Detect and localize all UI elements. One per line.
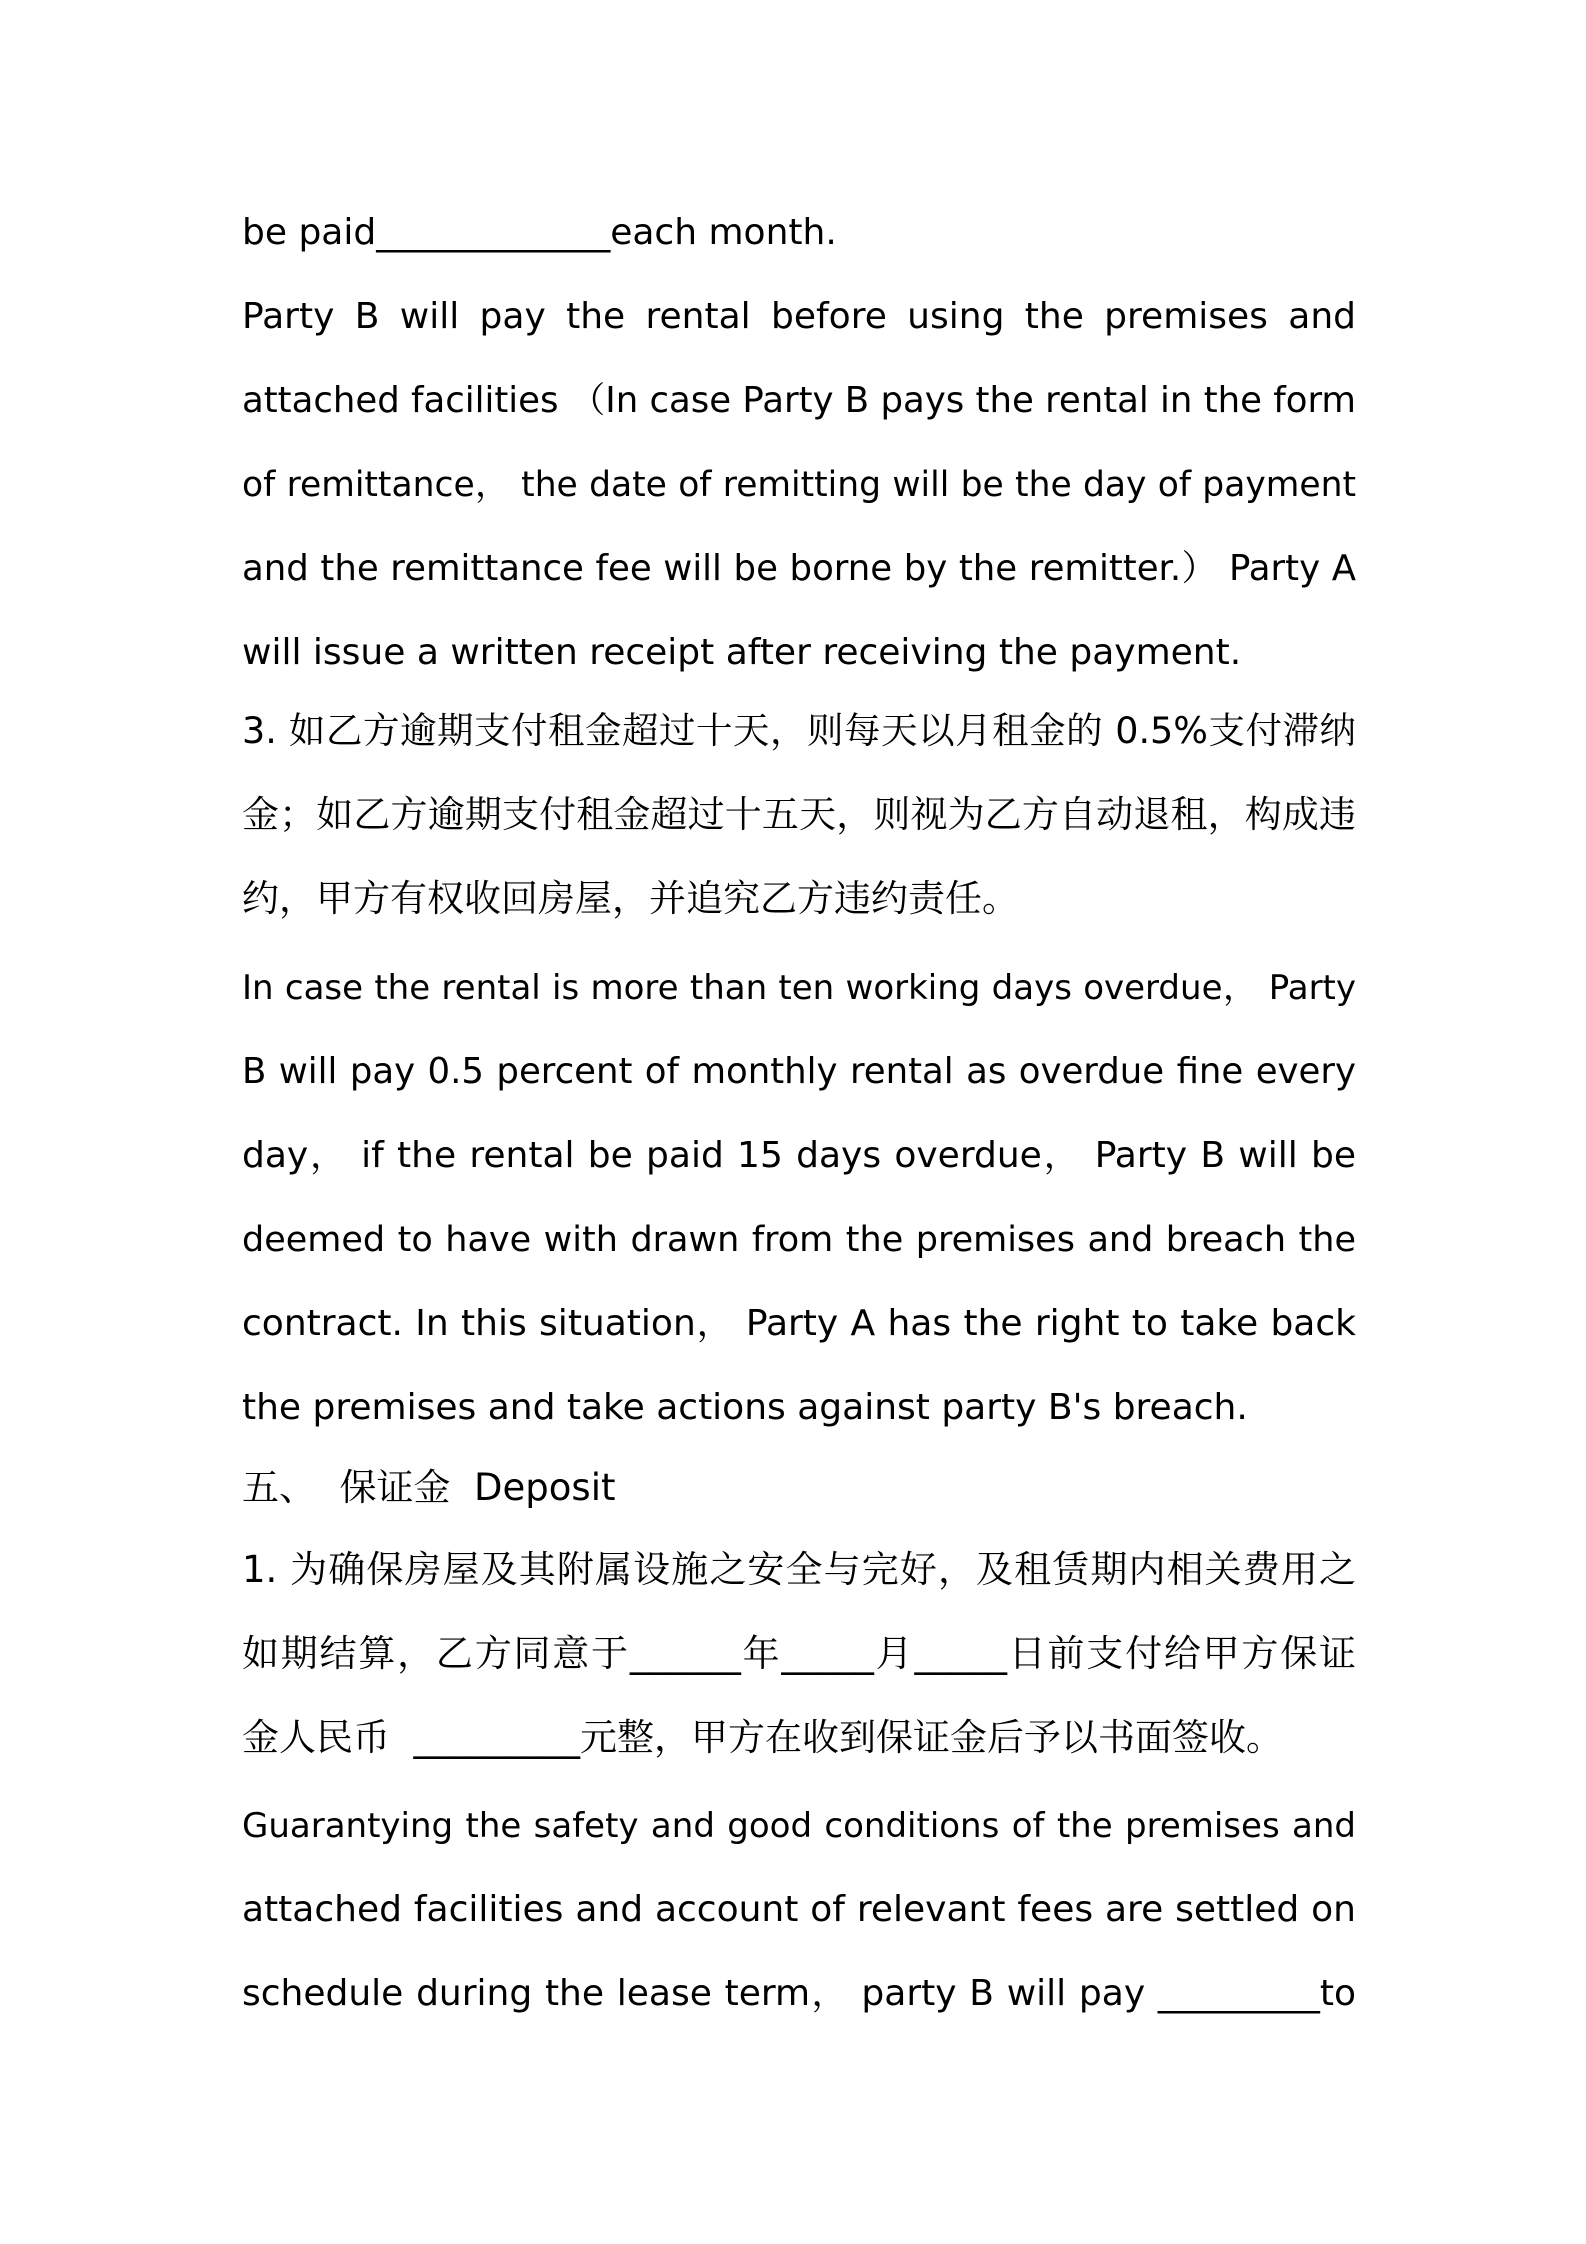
text-line-21: attached facilities and account of relevant fees are settled on bbox=[242, 1889, 1356, 1930]
text-line-15: the premises and take actions against party B's breach. bbox=[242, 1387, 1248, 1428]
text-line-11: B will pay 0.5 percent of monthly rental as overdue fine every bbox=[242, 1051, 1356, 1092]
text-line-14: contract. In this situation， Party A has the right to take back bbox=[242, 1303, 1356, 1344]
text-line-8: 金；如乙方逾期支付租金超过十五天，则视为乙方自动退租，构成违 bbox=[242, 793, 1356, 836]
text-line-17: 1. 为确保房屋及其附属设施之安全与完好，及租赁期内相关费用之 bbox=[242, 1548, 1356, 1591]
text-line-4: of remittance， the date of remitting will be the day of payment bbox=[242, 465, 1356, 505]
text-line-10: In case the rental is more than ten working days overdue， Party bbox=[242, 968, 1356, 1008]
text-line-6: will issue a written receipt after receiving the payment. bbox=[242, 632, 1242, 673]
text-line-20: Guarantying the safety and good conditions of the premises and bbox=[242, 1806, 1356, 1846]
text-line-2: Party B will pay the rental before using the premises and bbox=[242, 296, 1356, 337]
text-line-22: schedule during the lease term， party B will pay _________to bbox=[242, 1973, 1356, 2014]
text-line-1: be paid_____________each month. bbox=[242, 212, 837, 253]
text-line-3: attached facilities （In case Party B pays the rental in the form bbox=[242, 380, 1357, 421]
text-line-9: 约，甲方有权收回房屋，并追究乙方违约责任。 bbox=[242, 877, 1019, 920]
text-line-12: day， if the rental be paid 15 days overdue， Party B will be bbox=[242, 1135, 1356, 1176]
text-line-13: deemed to have with drawn from the premises and breach the bbox=[242, 1220, 1356, 1260]
text-line-19: 金人民币 _________元整，甲方在收到保证金后予以书面签收。 bbox=[242, 1716, 1284, 1759]
text-line-7: 3. 如乙方逾期支付租金超过十天，则每天以月租金的 0.5%支付滞纳 bbox=[242, 709, 1356, 752]
text-line-18: 如期结算，乙方同意于______年_____月_____日前支付给甲方保证 bbox=[242, 1632, 1356, 1675]
text-line-5: and the remittance fee will be borne by the remitter.） Party A bbox=[242, 548, 1356, 589]
section-title-deposit: 五、 保证金 Deposit bbox=[242, 1466, 616, 1509]
